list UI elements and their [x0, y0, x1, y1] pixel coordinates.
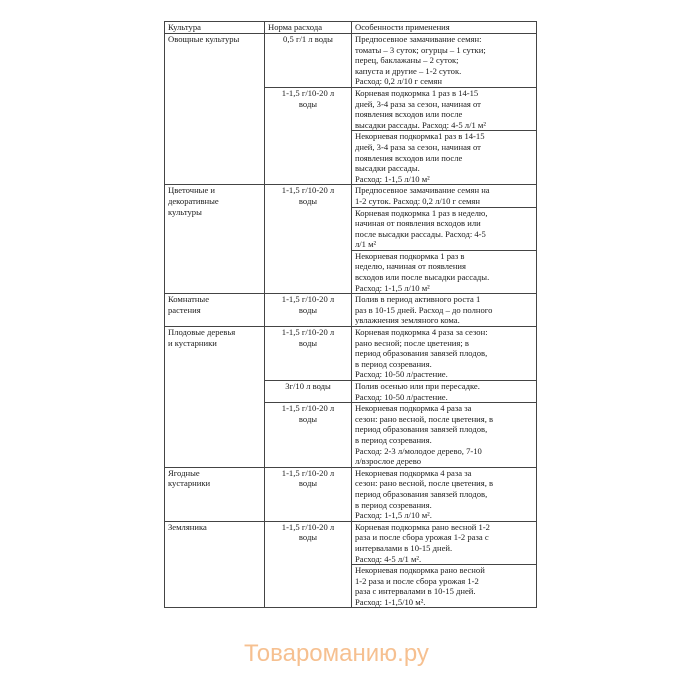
- table-header-row: [165, 22, 537, 34]
- culture-cell: Цветочные и декоративные культуры: [165, 185, 265, 294]
- rate-cell: 1-1,5 г/10-20 л воды: [265, 185, 352, 294]
- features-cell: Полив осенью или при пересадке. Расход: 10-50 л/растение.: [352, 381, 537, 403]
- rate-cell: 1-1,5 г/10-20 л воды: [265, 87, 352, 184]
- table-row: [165, 521, 537, 564]
- features-cell: Полив в период активного роста 1 раз в 10-15 дней. Расход – до полного увлажнения земляного кома.: [352, 294, 537, 327]
- culture-cell: Земляника: [165, 521, 265, 608]
- features-cell: Некорневая подкормка 4 раза за сезон: рано весной, после цветения, в период образования завязей плодов, в период созревания. Расход: 1-1,5 л/10 м².: [352, 467, 537, 521]
- table-row: [165, 294, 537, 327]
- features-cell: Предпосевное замачивание семян на 1-2 суток. Расход: 0,2 л/10 г семян: [352, 185, 537, 207]
- culture-cell: Плодовые деревья и кустарники: [165, 327, 265, 468]
- table-row: [165, 327, 537, 381]
- features-cell: Некорневая подкормка 1 раз в неделю, начиная от появления всходов или после высадки рассады. Расход: 1-1,5 л/10 м²: [352, 250, 537, 293]
- rate-cell: 1-1,5 г/10-20 л воды: [265, 521, 352, 608]
- watermark-text: Товароманию.ру: [244, 640, 429, 667]
- features-cell: Некорневая подкормка рано весной 1-2 раза и после сбора урожая 1-2 раза с интервалами в 10-15 дней. Расход: 1-1,5/10 м².: [352, 565, 537, 608]
- rate-cell: 1-1,5 г/10-20 л воды: [265, 294, 352, 327]
- features-cell: Некорневая подкормка 4 раза за сезон: рано весной, после цветения, в период образования завязей плодов, в период созревания. Расход: 2-3 л/молодое дерево, 7-10 л/взрослое дерево: [352, 403, 537, 468]
- features-cell: Предпосевное замачивание семян: томаты – 3 суток; огурцы – 1 сутки; перец, баклажаны – 2 суток; капуста и другие – 1-2 суток. Расход: 0,2 л/10 г семян: [352, 34, 537, 88]
- table-row: [165, 34, 537, 88]
- rate-cell: 1-1,5 г/10-20 л воды: [265, 467, 352, 521]
- culture-cell: Комнатные растения: [165, 294, 265, 327]
- rate-cell: 1-1,5 г/10-20 л воды: [265, 327, 352, 381]
- header-culture: Культура: [165, 22, 265, 34]
- features-cell: Корневая подкормка рано весной 1-2 раза и после сбора урожая 1-2 раза с интервалами в 10-15 дней. Расход: 4-5 л/1 м².: [352, 521, 537, 564]
- culture-cell: Ягодные кустарники: [165, 467, 265, 521]
- features-cell: Корневая подкормка 1 раз в 14-15 дней, 3-4 раза за сезон, начиная от появления всходов или после высадки рассады. Расход: 4-5 л/1 м²: [352, 87, 537, 130]
- rate-cell: 1-1,5 г/10-20 л воды: [265, 403, 352, 468]
- features-cell: Корневая подкормка 4 раза за сезон: рано весной; после цветения; в период образования завязей плодов, в период созревания. Расход: 10-50 л/растение.: [352, 327, 537, 381]
- features-cell: Корневая подкормка 1 раз в неделю, начиная от появления всходов или после высадки рассады. Расход: 4-5 л/1 м²: [352, 207, 537, 250]
- table-row: [165, 467, 537, 521]
- table-row: [165, 185, 537, 207]
- header-features: Особенности применения: [352, 22, 537, 34]
- features-cell: Некорневая подкормка1 раз в 14-15 дней, 3-4 раза за сезон, начиная от появления всходов или после высадки рассады. Расход: 1-1,5 л/10 м²: [352, 131, 537, 185]
- header-rate: Норма расхода: [265, 22, 352, 34]
- rate-cell: 0,5 г/1 л воды: [265, 34, 352, 88]
- rate-cell: 3г/10 л воды: [265, 381, 352, 403]
- culture-cell: Овощные культуры: [165, 34, 265, 185]
- fertilizer-usage-table: [164, 21, 537, 608]
